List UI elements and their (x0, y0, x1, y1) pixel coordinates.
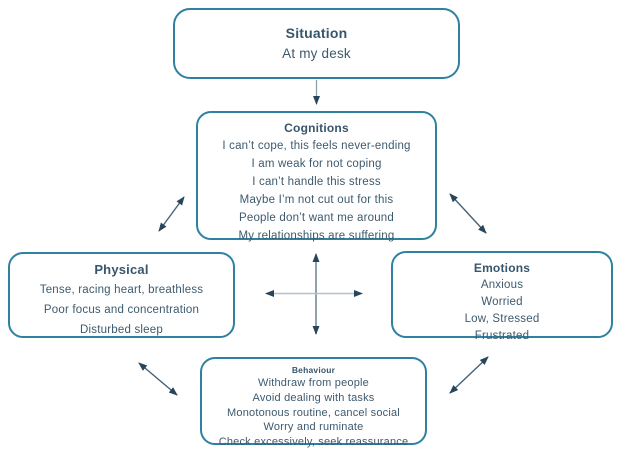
cognitions-line: I can’t handle this stress (252, 176, 381, 188)
situation-box (173, 8, 460, 79)
behaviour-line: Monotonous routine, cancel social (227, 406, 400, 419)
emotions-box-title: Emotions (473, 261, 531, 275)
physical-line: Tense, racing heart, breathless (39, 284, 204, 296)
physical-box-title: Physical (94, 262, 149, 277)
emotions-line: Anxious (480, 279, 524, 291)
behaviour-line: Worry and ruminate (263, 421, 364, 434)
physical-behaviour-arrow (139, 363, 177, 395)
physical-box (8, 252, 235, 338)
emotions-line: Low, Stressed (464, 313, 540, 325)
situation-line: At my desk (282, 46, 351, 61)
cognitions-line: My relationships are suffering (238, 230, 395, 242)
physical-line: Poor focus and concentration (43, 304, 200, 316)
emotions-behaviour-arrow (450, 357, 488, 393)
cognitions-line: Maybe I’m not cut out for this (239, 194, 394, 206)
emotions-box (391, 251, 613, 342)
cognitions-line: People don’t want me around (238, 212, 394, 224)
cognitions-box-title: Cognitions (284, 121, 349, 135)
behaviour-line: Withdraw from people (258, 377, 369, 389)
behaviour-line: Check excessively, seek reassurance (218, 436, 409, 449)
cognitions-line: I can’t cope, this feels never-ending (222, 140, 411, 152)
cognitions-emotions-arrow (450, 194, 486, 233)
cognitions-physical-arrow (159, 197, 184, 231)
physical-line: Disturbed sleep (80, 324, 163, 336)
cognitions-box (196, 111, 437, 240)
emotions-line: Frustrated (474, 330, 530, 342)
emotions-line: Worried (481, 296, 523, 308)
situation-box-title: Situation (285, 25, 348, 41)
behaviour-box-title: Behaviour (291, 365, 336, 375)
behaviour-line: Avoid dealing with tasks (252, 391, 375, 404)
cognitions-line: I am weak for not coping (251, 158, 382, 170)
behaviour-box (200, 357, 427, 449)
